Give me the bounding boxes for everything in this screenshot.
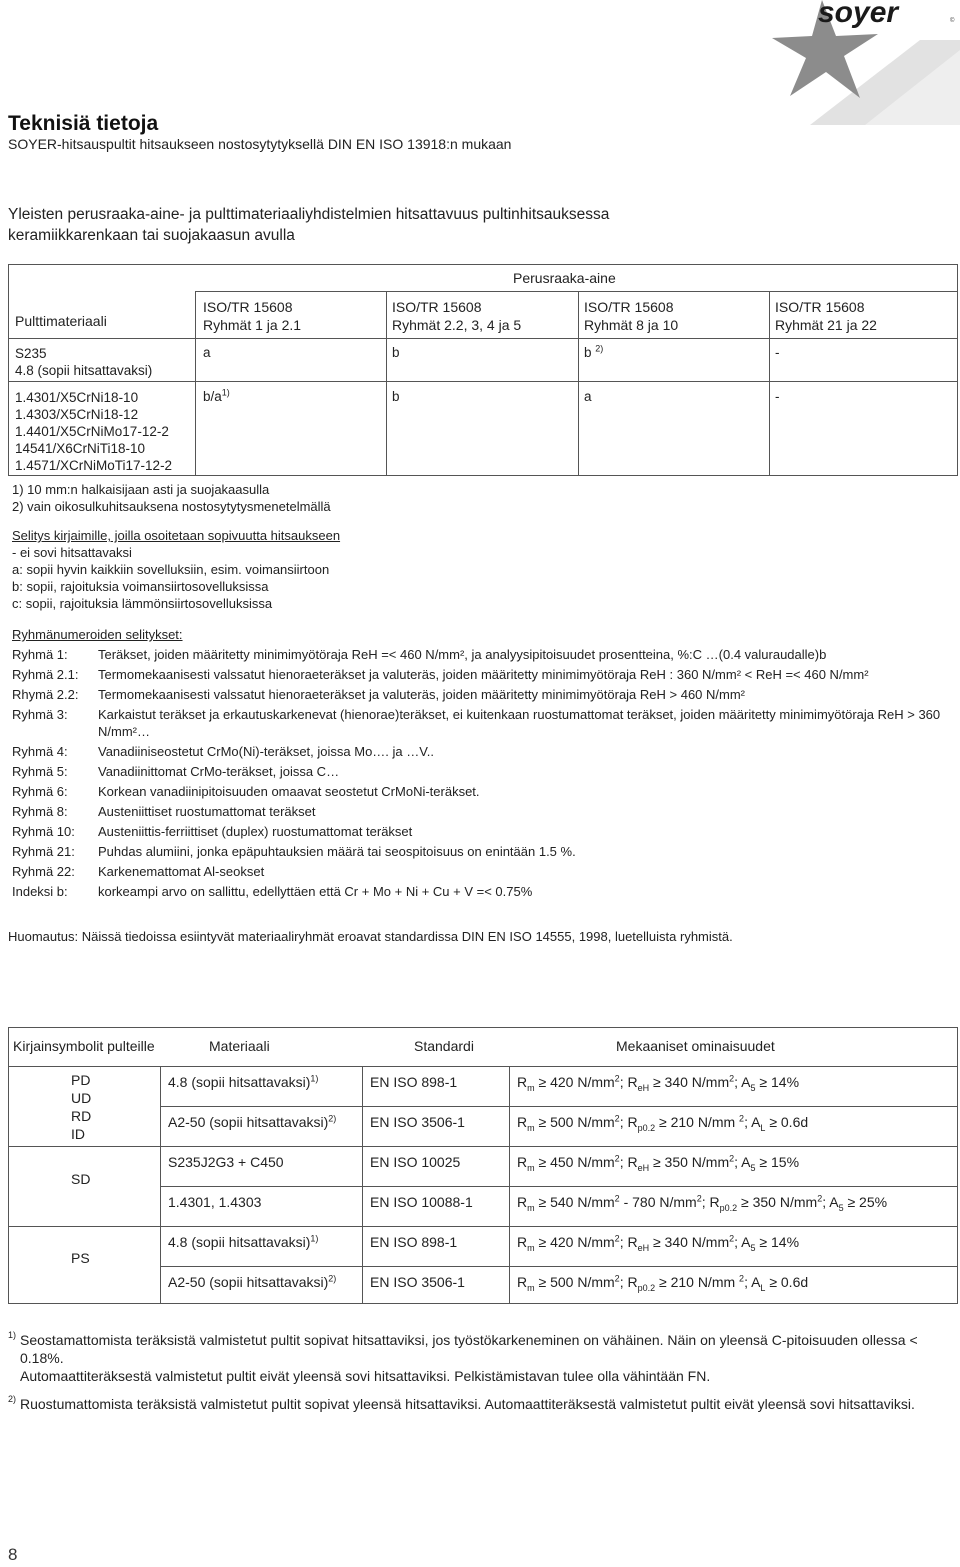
group-row: Ryhmä 1: Teräkset, joiden määritetty minimimyötöraja ReH =< 460 N/mm², ja analyysipitoisuudet prosentteina, %:C …(0.4 valuraudalle)b [12,647,827,662]
group-explanations: Ryhmänumeroiden selitykset: Ryhmä 1: Teräkset, joiden määritetty minimimyötöraja ReH =< 460 N/mm², ja analyysipitoisuudet prosentteina, %:C …(0.4 valuraudalle)b Ryhmä 2.1: Termomekaanisesti valssatut hienoraeteräkset ja valuteräs, joiden määritetty minimimyötöraja ReH : 360 N/mm² < ReH =< 460 N/mm² Rhymä 2.2: Termomekaanisesti valssatut hienoraeteräkset ja valuteräs, joiden määritetty minimimyötöraja ReH > 460 N/mm² Ryhmä 3: Karkaistut teräkset ja erkautuskarkenevat (hienorae)teräkset, ei kuitenkaan ruostumattomat teräkset, joiden määritetty minimimyötöraja ReH > 360 N/mm²… Ryhmä 4: Vanadiiniseostetut CrMo(Ni)-teräkset, joissa Mo…. ja …V.. Ryhmä 5: Vanadiinittomat CrMo-teräkset, joissa C… Ryhmä 6: Korkean vanadiinipitoisuuden omaavat seostetut CrMoNi-teräkset. Ryhmä 8: Austeniittiset ruostumattomat teräkset Ryhmä 10: Austeniittis-ferriittiset (duplex) ruostumattomat teräkset Ryhmä 21: Puhdas alumiini, jonka epäpuhtauksien määrä tai seospitoisuus on enintään 1.5 %. Ryhmä 22: Karkenemattomat Al-seokset Indeksi b: korkeampi arvo on sallittu, edellyttäen että Cr + Mo + Ni + Cu + V =< 0.75% [12,626,957,903]
group-row: Ryhmä 4: Vanadiiniseostetut CrMo(Ni)-teräkset, joissa Mo…. ja …V.. [12,744,434,759]
page-title: Teknisiä tietoja [8,112,159,135]
t2-mechanical: $R_m \ge 500$ $N/mm^2$; $R_{p0.2} \ge 210$ N/mm $^2$; $A_L \ge 0.6d$ [517,1113,809,1133]
footnote-2: 2) Ruostumattomista teräksistä valmistetut pultit sopivat yleensä hitsattaviksi. Automaattiteräksestä valmistetut pultit eivät yleensä sovi hitsattaviksi. [8,1394,915,1412]
t2-header-symbols: Kirjainsymbolit pulteille [13,1038,155,1054]
group-row: Ryhmä 6: Korkean vanadiinipitoisuuden omaavat seostetut CrMoNi-teräkset. [12,784,480,799]
t2-mechanical: $R_m \ge 540$ $N/mm^2 - 780$ $N/mm^2$; $R_{p0.2} \ge 350$ $N/mm^2$; $A_5 \ge 25\%$ [517,1193,888,1213]
page-number: 8 [8,1545,18,1564]
t2-material: 4.8 (sopii hitsattavaksi)$^{1)}$ [168,1233,319,1250]
row-material-s235: S235 4.8 (sopii hitsattavaksi) [15,346,153,378]
footnote-1: 1) Seostamattomista teräksistä valmistetut pultit sopivat hitsattaviksi, jos työstökarkeneminen on vähäinen. Näin on yleensä C-pitoisuuden ollessa < 0.18%. Automaattiteräksestä valmistetut pultit eivät yleensä sovi hitsattaviksi. Pelkistämistavan tulee olla vähintään FN. [8,1330,918,1384]
symbol-ps: PS [71,1250,90,1266]
col-header-2: ISO/TR 15608 Ryhmät 2.2, 3, 4 ja 5 [392,299,522,333]
group-row: Ryhmä 8: Austeniittiset ruostumattomat teräkset [12,804,316,819]
t2-standard: EN ISO 898-1 [370,1234,458,1250]
weldability-table [8,264,958,476]
group-row: Ryhmä 5: Vanadiinittomat CrMo-teräkset, joissa C… [12,764,340,779]
letter-legend: Selitys kirjaimille, joilla osoitetaan sopivuutta hitsaukseen - ei sovi hitsattavaksi a: sopii hyvin kaikkiin sovelluksiin, esim. voimansiirtoon b: sopii, rajoituksia voimansiirtosovelluksissa c: sopii, rajoituksia lämmönsiirtosovelluksissa [12,528,341,611]
row2-val-1: $b/a^{1)}$ [203,387,230,404]
row2-val-4: - [775,389,780,404]
row1-val-1: a [203,345,211,360]
group-row: Ryhmä 10: Austeniittis-ferriittiset (duplex) ruostumattomat teräkset [12,824,413,839]
group-row: Ryhmä 21: Puhdas alumiini, jonka epäpuhtauksien määrä tai seospitoisuus on enintään 1.5 %. [12,844,576,859]
symbols-pd-ud-rd-id: PD UD RD ID [71,1072,92,1142]
t2-mechanical: $R_m \ge 500$ $N/mm^2$; $R_{p0.2} \ge 210$ N/mm $^2$; $A_L \ge 0.6d$ [517,1273,809,1293]
soyer-logo [770,0,960,125]
brand-wordmark: soyer [818,0,899,29]
col-header-3: ISO/TR 15608 Ryhmät 8 ja 10 [584,299,679,333]
col-header-4: ISO/TR 15608 Ryhmät 21 ja 22 [775,299,877,333]
group-row: Ryhmä 2.1: Termomekaanisesti valssatut hienoraeteräkset ja valuteräs, joiden määritetty minimimyötöraja ReH : 360 N/mm² < ReH =< 460 N/mm² [12,667,869,682]
super-header: Perusraaka-aine [513,270,616,286]
row-material-stainless: 1.4301/X5CrNi18-10 1.4303/X5CrNi18-12 1.4401/X5CrNiMo17-12-2 14541/X6CrNiTi18-10 1.4571/XCrNiMoTi17-12-2 [15,390,173,473]
row2-val-2: b [392,389,400,404]
row2-val-3: a [584,389,592,404]
row1-val-4: - [775,345,780,360]
bolt-symbols-table [8,1027,958,1304]
t2-standard: EN ISO 3506-1 [370,1274,465,1290]
note-text: Huomautus: Näissä tiedoissa esiintyvät materiaaliryhmät eroavat standardissa DIN EN ISO 14555, 1998, luetelluista ryhmistä. [8,929,733,944]
t2-standard: EN ISO 3506-1 [370,1114,465,1130]
intro-text: Yleisten perusraaka-aine- ja pulttimateriaaliyhdistelmien hitsattavuus pultinhitsauksessa keramiikkarenkaan tai suojakaasun avulla [8,206,610,244]
col-header-pulttimateriaali: Pulttimateriaali [15,313,107,329]
t2-material: A2-50 (sopii hitsattavaksi)$^{2)}$ [168,1113,337,1130]
group-row: Rhymä 2.2: Termomekaanisesti valssatut hienoraeteräkset ja valuteräs, joiden määritetty minimimyötöraja ReH > 460 N/mm² [12,687,746,702]
t2-material: 1.4301, 1.4303 [168,1194,262,1210]
t2-standard: EN ISO 10088-1 [370,1194,473,1210]
row1-val-3: b $^{2)}$ [584,343,604,360]
table1-footnotes: 1) 10 mm:n halkaisijaan asti ja suojakaasulla 2) vain oikosulkuhitsauksena nostosytytysmenetelmällä [12,482,331,514]
t2-mechanical: $R_m \ge 450$ $N/mm^2$; $R_{eH} \ge 350$ $N/mm^2$; $A_5 \ge 15\%$ [517,1153,800,1173]
t2-standard: EN ISO 898-1 [370,1074,458,1090]
col-header-1: ISO/TR 15608 Ryhmät 1 ja 2.1 [203,299,302,333]
t2-mechanical: $R_m \ge 420$ $N/mm^2$; $R_{eH} \ge 340$ $N/mm^2$; $A_5 \ge 14\%$ [517,1073,800,1093]
symbol-sd: SD [71,1171,91,1187]
row1-val-2: b [392,345,400,360]
t2-standard: EN ISO 10025 [370,1154,461,1170]
group-row: Indeksi b: korkeampi arvo on sallittu, edellyttäen että Cr + Mo + Ni + Cu + V =< 0.75% [12,884,533,899]
group-row: Ryhmä 3: Karkaistut teräkset ja erkautuskarkenevat (hienorae)teräkset, ei kuitenkaan ruostumattomat teräkset, joiden määritetty minimimyötöraja ReH > 360 N/mm²… [12,707,941,739]
t2-header-material: Materiaali [209,1038,270,1054]
svg-text:©: © [950,18,955,24]
page-subtitle: SOYER-hitsauspultit hitsaukseen nostosytytyksellä DIN EN ISO 13918:n mukaan [8,136,512,152]
t2-material: A2-50 (sopii hitsattavaksi)$^{2)}$ [168,1273,337,1290]
t2-material: S235J2G3 + C450 [168,1154,284,1170]
t2-header-standard: Standardi [414,1038,474,1054]
group-row: Ryhmä 22: Karkenemattomat Al-seokset [12,864,265,879]
t2-mechanical: $R_m \ge 420$ $N/mm^2$; $R_{eH} \ge 340$ $N/mm^2$; $A_5 \ge 14\%$ [517,1233,800,1253]
t2-header-mechanical: Mekaaniset ominaisuudet [616,1038,775,1054]
t2-material: 4.8 (sopii hitsattavaksi)$^{1)}$ [168,1073,319,1090]
